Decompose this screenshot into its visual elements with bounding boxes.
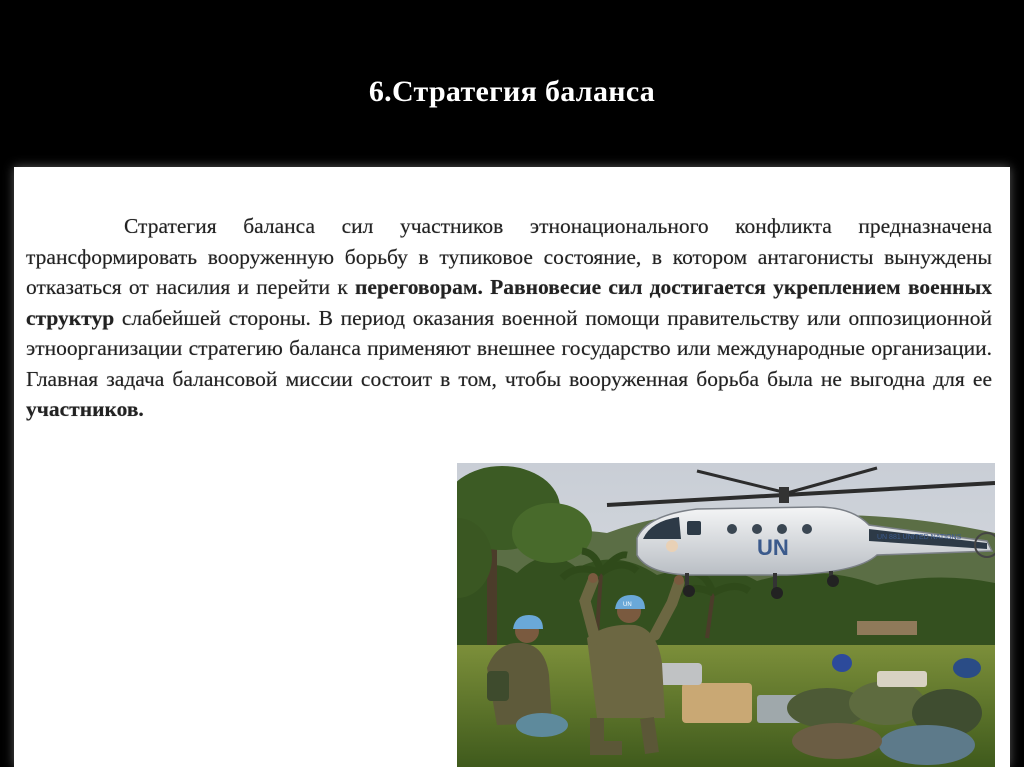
slide-title: 6.Стратегия баланса [368, 75, 656, 108]
helicopter-un-marking: UN [757, 535, 789, 560]
paragraph-bold-2: участников. [26, 397, 144, 421]
helicopter-side-text: UN 881 UNITED NATIONS [877, 534, 962, 541]
un-helicopter-photo [457, 463, 995, 767]
title-band [0, 0, 1024, 160]
helmet-un-marking: UN [623, 602, 632, 608]
paragraph-part-2: слабейшей стороны. В период оказания военной помощи правительству или оппозиционной этноорганизации стратегию баланса применяют внешнее государство или международные организации. Главная задача балансовой миссии состоит в том, чтобы вооруженная борьба была не выгодна для ее [26, 305, 992, 391]
body-paragraph [26, 211, 992, 425]
paragraph-bold-1: переговорам. Равновесие сил достигается укреплением военных структур [26, 275, 993, 330]
content-panel [14, 167, 1010, 767]
hut [857, 621, 917, 635]
paragraph-part-1: Стратегия баланса сил участников этнонационального конфликта предназначена трансформировать вооруженную борьбу в тупиковое состояние, в котором антагонисты вынуждены отказаться от насилия и перейти к [26, 214, 992, 299]
